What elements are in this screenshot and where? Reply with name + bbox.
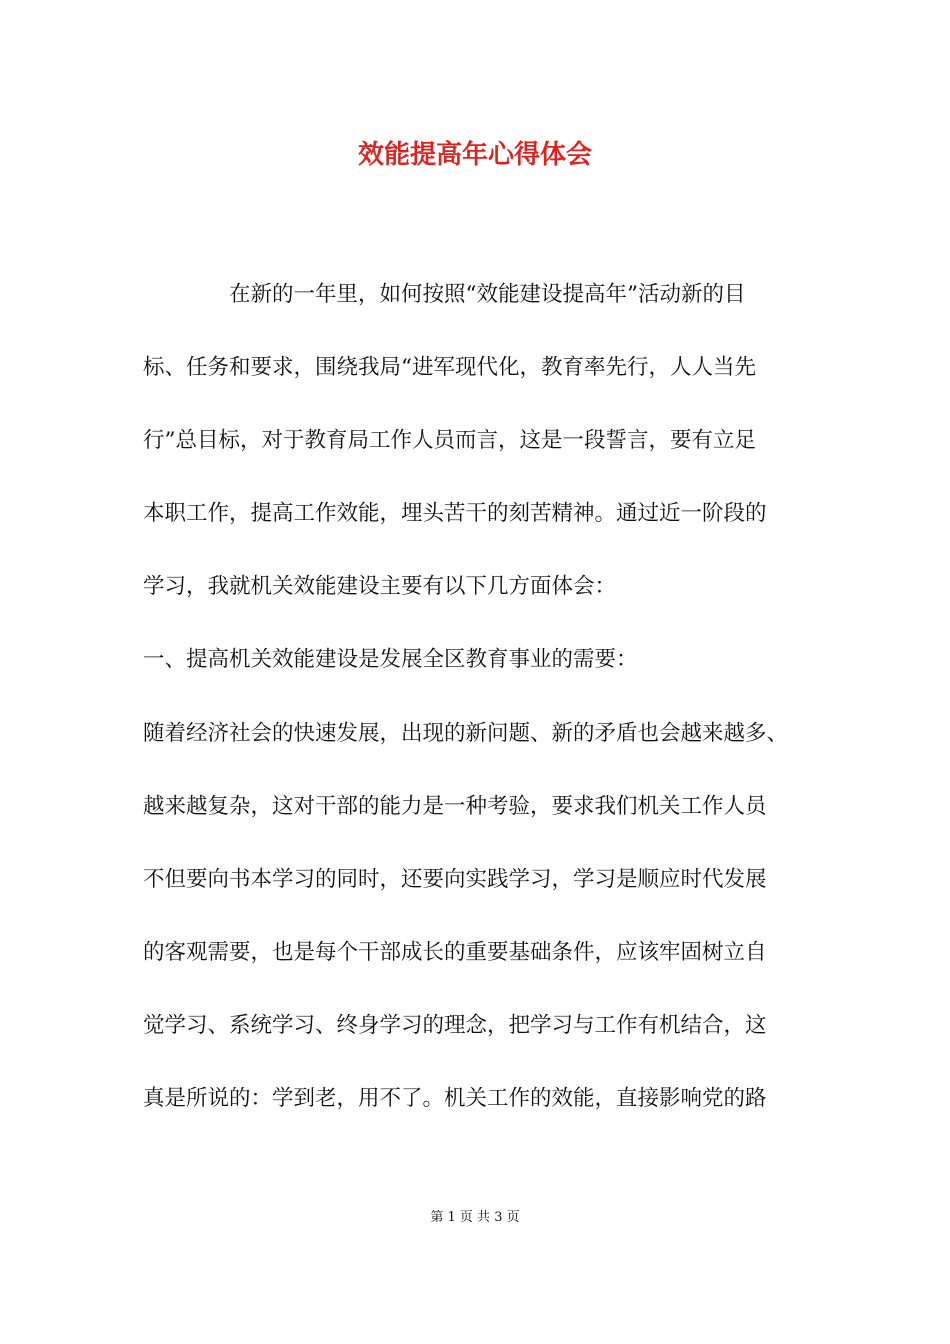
body-line: 的客观需要，也是每个干部成长的重要基础条件，应该牢固树立自 <box>143 940 767 965</box>
page-number-footer: 第 1 页 共 3 页 <box>430 1210 520 1225</box>
document-title: 效能提高年心得体会 <box>357 140 592 170</box>
body-line: 真是所说的：学到老，用不了。机关工作的效能，直接影响党的路 <box>143 1086 767 1111</box>
section-heading: 一、提高机关效能建设是发展全区教育事业的需要： <box>143 647 638 672</box>
body-line: 本职工作，提高工作效能，埋头苦干的刻苦精神。通过近一阶段的 <box>143 501 767 526</box>
body-line: 觉学习、系统学习、终身学习的理念，把学习与工作有机结合，这 <box>143 1013 767 1038</box>
body-line: 随着经济社会的快速发展，出现的新问题、新的矛盾也会越来越多、 <box>143 721 789 746</box>
body-line: 不但要向书本学习的同时，还要向实践学习，学习是顺应时代发展 <box>143 867 767 892</box>
body-line: 在新的一年里，如何按照“效能建设提高年”活动新的目 <box>143 282 746 307</box>
body-line: 学习，我就机关效能建设主要有以下几方面体会： <box>143 574 617 599</box>
body-line: 标、任务和要求，围绕我局“进军现代化，教育率先行，人人当先 <box>143 355 756 380</box>
body-line: 越来越复杂，这对干部的能力是一种考验，要求我们机关工作人员 <box>143 794 767 819</box>
body-line: 行”总目标，对于教育局工作人员而言，这是一段誓言，要有立足 <box>143 428 756 453</box>
